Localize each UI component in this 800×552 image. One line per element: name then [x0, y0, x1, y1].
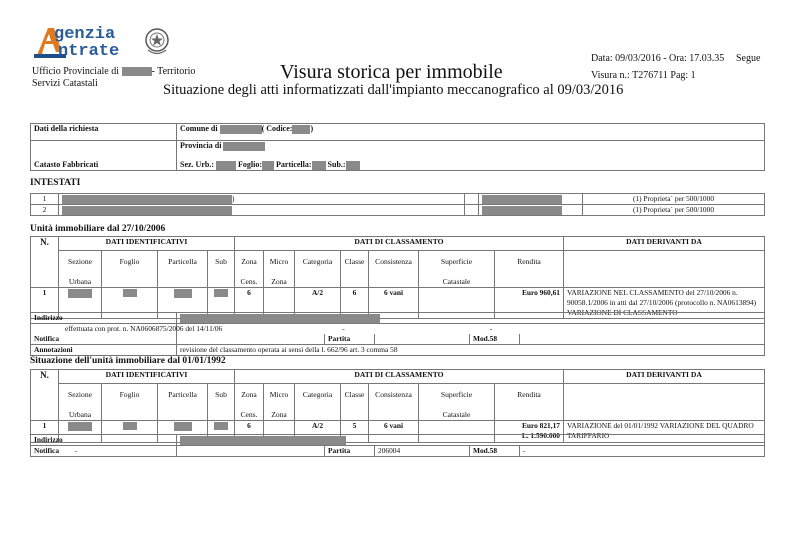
dash: -	[342, 324, 345, 333]
indirizzo-label: Indirizzo	[31, 313, 177, 324]
col-dati-derivanti: DATI DERIVANTI DA	[564, 237, 765, 251]
table-row	[31, 194, 765, 205]
annotazioni-label: Annotazioni	[31, 345, 177, 356]
col-categoria: Categoria	[295, 251, 341, 288]
col-micro	[264, 251, 295, 288]
urbana-label: Urbana	[68, 410, 92, 419]
cell-classe: 6	[341, 288, 369, 319]
indirizzo-label: Indirizzo	[31, 435, 177, 446]
superficie-label: Superficie	[440, 390, 473, 399]
partita-label: Partita	[325, 334, 375, 345]
cell-rendita: Euro 960,61	[495, 288, 564, 319]
col-superficie	[419, 251, 495, 288]
col-foglio: Foglio	[102, 384, 158, 421]
date-time: Data: 09/03/2016 - Ora: 17.03.35	[591, 53, 725, 64]
logo-line1: genzia	[54, 25, 116, 44]
intestato-cf	[479, 205, 583, 216]
redacted-block	[214, 289, 228, 297]
empty-cell	[31, 141, 177, 155]
partita-label: Partita	[325, 446, 375, 457]
intestato-right: (1) Proprieta` per 500/1000	[583, 194, 765, 205]
col-dati-derivanti: DATI DERIVANTI DA	[564, 370, 765, 384]
cell-deriv: VARIAZIONE NEL CLASSAMENTO del 27/10/2006 n. 90058.1/2006 in atti dal 27/10/2006 (protocollo n. NA0613894) VARIAZIONE DI CLASSAMENTO	[564, 288, 765, 319]
sezione-label: Sezione	[67, 390, 93, 399]
redacted-block	[223, 142, 265, 151]
micro-label: Micro	[269, 257, 289, 266]
visura-number: Visura n.: T276711 Pag: 1	[591, 70, 696, 81]
redacted-block	[214, 422, 228, 430]
row-n: 1	[31, 421, 59, 443]
unita-details-table	[30, 312, 765, 356]
catastale-label: Catastale	[442, 410, 471, 419]
foglio-label: Foglio:	[238, 160, 262, 169]
superficie-label: Superficie	[440, 257, 473, 266]
cell-categoria: A/2	[295, 288, 341, 319]
redacted-block	[482, 195, 562, 204]
col-particella: Particella	[158, 251, 208, 288]
comune-cell	[177, 124, 765, 141]
mod58-value	[520, 334, 765, 345]
notifica-label: Notifica	[31, 334, 177, 345]
col-n: N.	[31, 237, 59, 288]
col-zona	[235, 251, 264, 288]
comune-label: Comune di	[180, 124, 218, 133]
row-n: 1	[31, 288, 59, 319]
office-suffix: - Territorio	[151, 66, 196, 77]
sez-label: Sez. Urb.:	[180, 160, 214, 169]
col-consistenza: Consistenza	[369, 384, 419, 421]
redacted-block	[262, 161, 274, 170]
redacted-block	[174, 422, 192, 431]
col-sezione	[59, 251, 102, 288]
codice-label: ( Codice:	[261, 124, 293, 133]
col-dati-identificativi: DATI IDENTIFICATIVI	[59, 237, 235, 251]
col-n: N.	[31, 370, 59, 421]
empty-cell	[564, 251, 765, 288]
dash: -	[489, 324, 493, 333]
notifica-value	[177, 334, 325, 345]
redacted-block	[123, 289, 137, 297]
redacted-block	[312, 161, 326, 170]
redacted-block	[122, 67, 152, 76]
redacted-block	[62, 194, 235, 204]
agenzia-entrate-logo	[32, 24, 182, 66]
col-consistenza: Consistenza	[369, 251, 419, 288]
rendita-euro: Euro 821,17	[521, 421, 560, 430]
indirizzo-value	[177, 435, 765, 446]
intestato-n: 2	[31, 205, 59, 216]
cens-label: Cens.	[240, 277, 258, 286]
rendita-lire: L. 1.590.000	[521, 431, 560, 440]
unita-table	[30, 236, 765, 319]
office-prefix: Ufficio Provinciale di	[32, 66, 120, 77]
cell-classe: 5	[341, 421, 369, 443]
redacted-block	[180, 436, 346, 445]
redacted-block	[68, 422, 92, 431]
zona-label: Zona	[241, 257, 257, 266]
redacted-block	[216, 161, 236, 170]
intestato-paren: )	[232, 194, 235, 203]
table-row	[31, 205, 765, 216]
redacted-block	[62, 206, 232, 215]
col-micro	[264, 384, 295, 421]
segue-label: Segue	[736, 53, 761, 64]
catastale-label: Catastale	[442, 277, 471, 286]
page-title: Visura storica per immobile	[280, 61, 503, 83]
cell-consistenza: 6 vani	[369, 288, 419, 319]
empty-cell	[465, 205, 479, 216]
col-dati-classamento: DATI DI CLASSAMENTO	[235, 237, 564, 251]
col-sub: Sub	[208, 384, 235, 421]
cell-zona: 6	[235, 288, 264, 319]
col-sezione	[59, 384, 102, 421]
cens-label: Cens.	[240, 410, 258, 419]
cell-zona: 6	[235, 421, 264, 443]
indirizzo-extra	[65, 324, 765, 335]
redacted-block	[292, 125, 310, 134]
col-classe: Classe	[341, 384, 369, 421]
republic-emblem-icon	[144, 26, 170, 56]
logo-line2: ntrate	[58, 42, 120, 61]
cell-categoria: A/2	[295, 421, 341, 443]
situazione-details-table	[30, 434, 765, 457]
col-classe: Classe	[341, 251, 369, 288]
intestato-right: (1) Proprieta` per 500/1000	[583, 205, 765, 216]
request-table	[30, 123, 765, 171]
particella-label: Particella:	[276, 160, 312, 169]
cell-consistenza: 6 vani	[369, 421, 419, 443]
situazione-table	[30, 369, 765, 443]
col-superficie	[419, 384, 495, 421]
notifica-label-text: Notifica	[34, 446, 60, 455]
redacted-block	[346, 161, 360, 170]
sez-cell	[177, 155, 765, 171]
sub-label: Sub.:	[327, 160, 346, 169]
situazione-title: Situazione dell'unità immobiliare dal 01/01/1992	[30, 356, 226, 366]
col-particella: Particella	[158, 384, 208, 421]
col-sub: Sub	[208, 251, 235, 288]
col-foglio: Foglio	[102, 251, 158, 288]
sezione-label: Sezione	[67, 257, 93, 266]
col-categoria: Categoria	[295, 384, 341, 421]
zona-label: Zona	[241, 390, 257, 399]
urbana-label: Urbana	[68, 277, 92, 286]
redacted-block	[123, 422, 137, 430]
mzona-label: Zona	[271, 410, 287, 419]
page-subtitle: Situazione degli atti informatizzati dall'impianto meccanografico al 09/03/2016	[163, 82, 624, 98]
notifica-dash: -	[75, 446, 78, 455]
dati-richiesta-label: Dati della richiesta	[31, 124, 177, 141]
notifica-label	[31, 446, 177, 457]
empty-cell	[465, 194, 479, 205]
annotazioni-value: revisione del classamento operata ai sensi della l. 662/96 art. 3 comma 58	[177, 345, 765, 356]
office-line2: Servizi Catastali	[32, 78, 98, 89]
intestato-name	[59, 205, 465, 216]
empty-cell	[564, 384, 765, 421]
indirizzo-value	[177, 313, 765, 324]
intestati-table	[30, 193, 765, 216]
office-line	[32, 66, 195, 78]
cell-deriv: VARIAZIONE del 01/01/1992 VARIAZIONE DEL QUADRO TARIFFARIO	[564, 421, 765, 443]
provincia-label: Provincia di	[180, 141, 222, 150]
col-dati-identificativi: DATI IDENTIFICATIVI	[59, 370, 235, 384]
redacted-block	[68, 289, 92, 298]
col-dati-classamento: DATI DI CLASSAMENTO	[235, 370, 564, 384]
mzona-label: Zona	[271, 277, 287, 286]
redacted-block	[174, 289, 192, 298]
intestato-name	[59, 194, 465, 205]
intestati-title: INTESTATI	[30, 178, 81, 188]
partita-value: 206004	[375, 446, 470, 457]
codice-close: )	[310, 124, 314, 133]
intestato-cf	[479, 194, 583, 205]
col-rendita: Rendita	[495, 251, 564, 288]
micro-label: Micro	[269, 390, 289, 399]
unita-title: Unità immobiliare dal 27/10/2006	[30, 224, 166, 234]
col-zona	[235, 384, 264, 421]
mod58-value: -	[520, 446, 765, 457]
redacted-block	[482, 206, 562, 215]
redacted-block	[220, 125, 262, 134]
redacted-block	[180, 314, 380, 323]
col-rendita: Rendita	[495, 384, 564, 421]
catasto-label: Catasto Fabbricati	[31, 155, 177, 171]
notifica-value	[177, 446, 325, 457]
partita-value	[375, 334, 470, 345]
indirizzo-extra-text: effettuata con prot. n. NA0606875/2006 del 14/11/06	[65, 324, 223, 333]
mod58-label: Mod.58	[470, 446, 520, 457]
logo-text	[54, 26, 119, 60]
mod58-label: Mod.58	[470, 334, 520, 345]
intestato-n: 1	[31, 194, 59, 205]
provincia-cell	[177, 141, 765, 155]
